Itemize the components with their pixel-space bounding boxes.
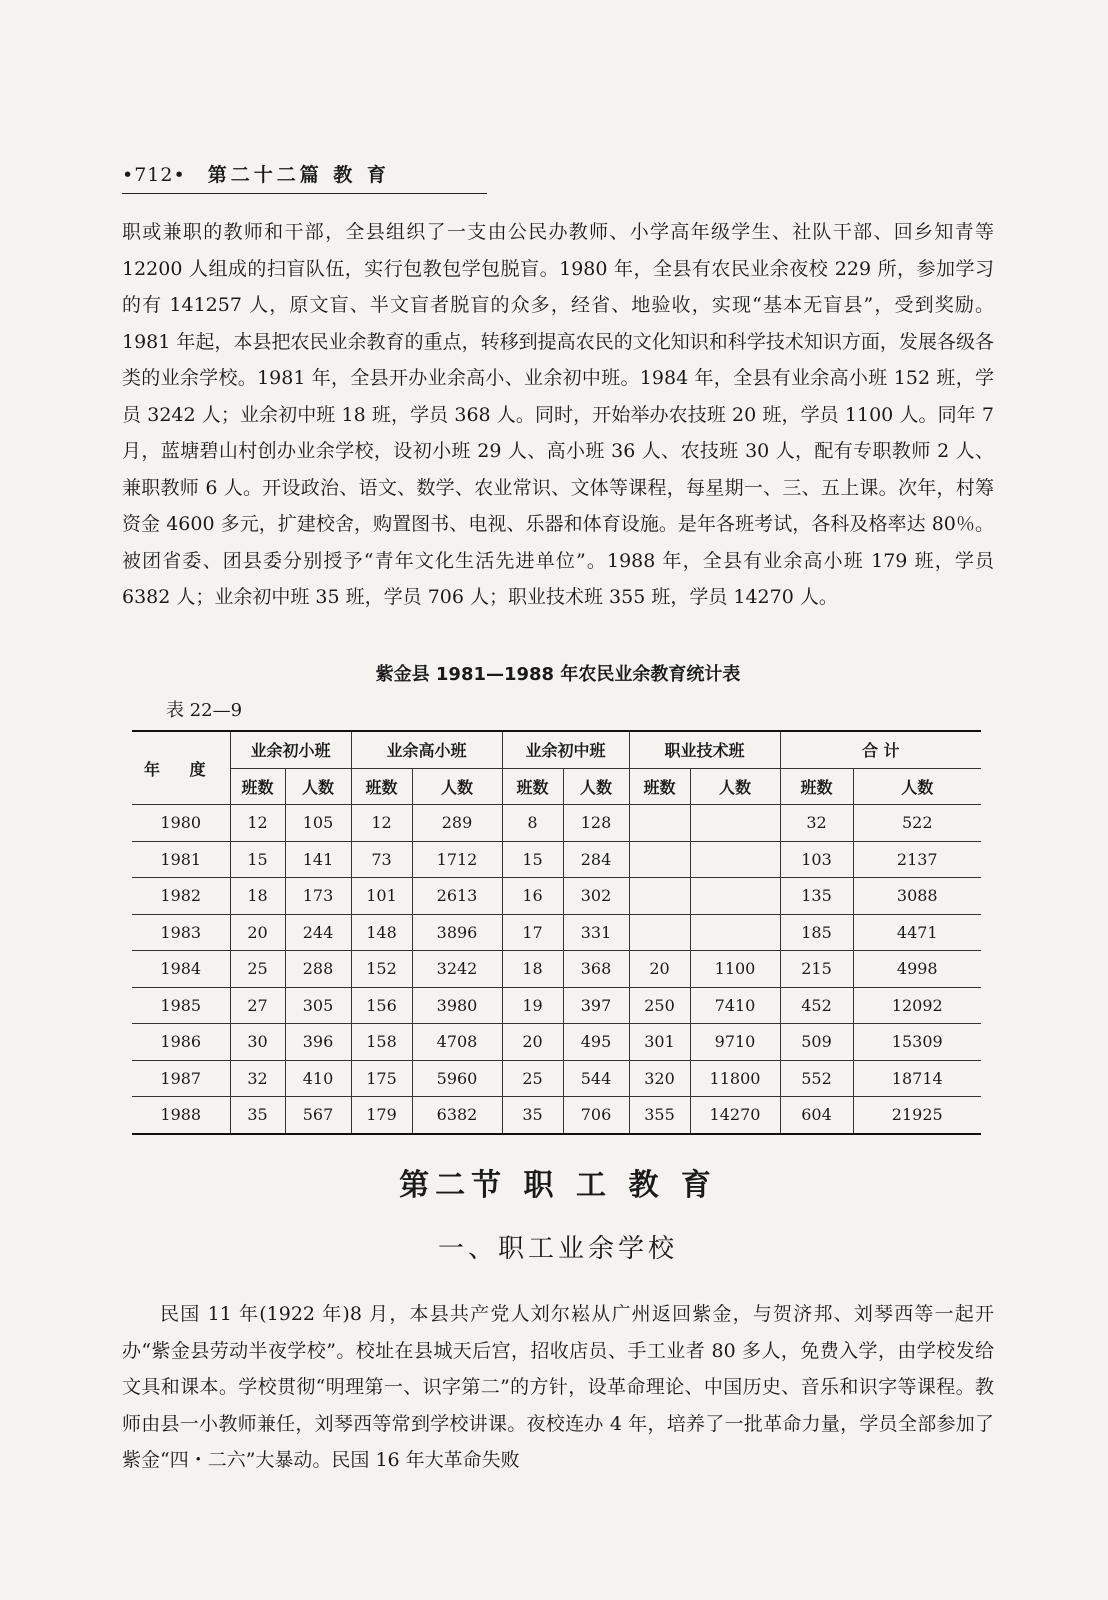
- year-cell: 1985: [132, 987, 230, 1024]
- table-cell: 1100: [690, 951, 780, 988]
- table-cell: 6382: [412, 1097, 502, 1134]
- table-cell: 185: [780, 914, 853, 951]
- table-cell: 148: [351, 914, 412, 951]
- table-cell: 18714: [853, 1060, 981, 1097]
- table-cell: 250: [629, 987, 690, 1024]
- year-cell: 1986: [132, 1024, 230, 1061]
- table-number: 表 22—9: [166, 700, 243, 721]
- table-cell: 25: [502, 1060, 563, 1097]
- table-row: [132, 987, 981, 1024]
- table-cell: 128: [563, 805, 629, 842]
- table-cell: 4708: [412, 1024, 502, 1061]
- table-cell: 604: [780, 1097, 853, 1134]
- table-row: [132, 914, 981, 951]
- table-cell: 544: [563, 1060, 629, 1097]
- table-cell: 567: [285, 1097, 351, 1134]
- table-row: [132, 1060, 981, 1097]
- table-cell: 141: [285, 841, 351, 878]
- table-cell: 452: [780, 987, 853, 1024]
- group-header: 业余高小班: [351, 731, 502, 768]
- table-cell: 173: [285, 878, 351, 915]
- table-cell: [690, 878, 780, 915]
- table-cell: 35: [502, 1097, 563, 1134]
- table-cell: 17: [502, 914, 563, 951]
- group-header: 合 计: [780, 731, 981, 768]
- table-cell: 410: [285, 1060, 351, 1097]
- table-cell: 2137: [853, 841, 981, 878]
- table-cell: 12092: [853, 987, 981, 1024]
- table-row: [132, 841, 981, 878]
- table-cell: [690, 914, 780, 951]
- table-cell: 18: [502, 951, 563, 988]
- table-cell: 16: [502, 878, 563, 915]
- year-cell: 1980: [132, 805, 230, 842]
- table-cell: 101: [351, 878, 412, 915]
- table-cell: 215: [780, 951, 853, 988]
- table-cell: [690, 841, 780, 878]
- table-row: [132, 878, 981, 915]
- group-header: 业余初小班: [230, 731, 351, 768]
- table-cell: 27: [230, 987, 285, 1024]
- table-cell: [690, 805, 780, 842]
- table-cell: 301: [629, 1024, 690, 1061]
- table-cell: 7410: [690, 987, 780, 1024]
- table-cell: 552: [780, 1060, 853, 1097]
- table-cell: 305: [285, 987, 351, 1024]
- sub-header: 人数: [690, 768, 780, 805]
- year-cell: 1981: [132, 841, 230, 878]
- table-cell: 15: [230, 841, 285, 878]
- table-cell: 35: [230, 1097, 285, 1134]
- table-cell: 331: [563, 914, 629, 951]
- sub-header: 班数: [629, 768, 690, 805]
- table-cell: 1712: [412, 841, 502, 878]
- running-head: [122, 160, 487, 194]
- section-title: 第二节 职 工 教 育: [399, 1168, 717, 1203]
- table-cell: 8: [502, 805, 563, 842]
- table-cell: 244: [285, 914, 351, 951]
- table-cell: [629, 914, 690, 951]
- table-cell: 18: [230, 878, 285, 915]
- statistics-table: [132, 730, 981, 1135]
- table-cell: [629, 805, 690, 842]
- table-cell: 11800: [690, 1060, 780, 1097]
- sub-header: 班数: [230, 768, 285, 805]
- section-subtitle: 一、职工业余学校: [437, 1234, 678, 1264]
- table-cell: 4998: [853, 951, 981, 988]
- table-row: [132, 951, 981, 988]
- body-paragraph-1: 职或兼职的教师和干部，全县组织了一支由公民办教师、小学高年级学生、社队干部、回乡知青等 12200 人组成的扫盲队伍，实行包教包学包脱盲。1980 年，全县有农民业余夜校 229 所，参加学习的有 141257 人，原文盲、半文盲者脱盲的众多，经省、地验收，实现“基本无盲县”，受到奖励。1981 年起，本县把农民业余教育的重点，转移到提高农民的文化知识和科学技术知识方面，发展各级各类的业余学校。1981 年，全县开办业余高小、业余初中班。1984 年，全县有业余高小班 152 班，学员 3242 人；业余初中班 18 班，学员 368 人。同时，开始举办农技班 20 班，学员 1100 人。同年 7 月，蓝塘碧山村创办业余学校，设初小班 29 人、高小班 36 人、农技班 30 人，配有专职教师 2 人、兼职教师 6 人。开设政治、语文、数学、农业常识、文体等课程，每星期一、三、五上课。次年，村筹资金 4600 多元，扩建校舍，购置图书、电视、乐器和体育设施。是年各班考试，各科及格率达 80％。被团省委、团县委分别授予“青年文化生活先进单位”。1988 年，全县有业余高小班 179 班，学员 6382 人；业余初中班 35 班，学员 706 人；职业技术班 355 班，学员 14270 人。: [122, 221, 994, 608]
- chapter-title: 第二十二篇 教 育: [207, 164, 390, 186]
- table-cell: 3896: [412, 914, 502, 951]
- table-cell: 179: [351, 1097, 412, 1134]
- table-cell: 3088: [853, 878, 981, 915]
- table-cell: 9710: [690, 1024, 780, 1061]
- table-cell: [629, 841, 690, 878]
- table-cell: 15309: [853, 1024, 981, 1061]
- group-header: 业余初中班: [502, 731, 629, 768]
- table-cell: [629, 878, 690, 915]
- table-cell: 30: [230, 1024, 285, 1061]
- table-cell: 396: [285, 1024, 351, 1061]
- table-cell: 32: [230, 1060, 285, 1097]
- table-row: [132, 1097, 981, 1134]
- sub-header: 人数: [563, 768, 629, 805]
- table-cell: 3980: [412, 987, 502, 1024]
- table-cell: 21925: [853, 1097, 981, 1134]
- table-cell: 19: [502, 987, 563, 1024]
- body-paragraph-2: 民国 11 年(1922 年)8 月，本县共产党人刘尔崧从广州返回紫金，与贺济邦、刘琴西等一起开办“紫金县劳动半夜学校”。校址在县城天后宫，招收店员、手工业者 80 多人，免费入学，由学校发给文具和课本。学校贯彻“明理第一、识字第二”的方针，设革命理论、中国历史、音乐和识字等课程。教师由县一小教师兼任，刘琴西等常到学校讲课。夜校连办 4 年，培养了一批革命力量，学员全部参加了紫金“四・二六”大暴动。民国 16 年大革命失败: [122, 1303, 994, 1471]
- table-cell: 20: [230, 914, 285, 951]
- year-cell: 1984: [132, 951, 230, 988]
- table-row: [132, 805, 981, 842]
- year-cell: 1987: [132, 1060, 230, 1097]
- table-cell: 152: [351, 951, 412, 988]
- table-title: 紫金县 1981—1988 年农民业余教育统计表: [375, 664, 741, 685]
- table-cell: 135: [780, 878, 853, 915]
- table-body: [132, 805, 981, 1134]
- table-cell: 14270: [690, 1097, 780, 1134]
- table-cell: 20: [502, 1024, 563, 1061]
- table-cell: 522: [853, 805, 981, 842]
- table-cell: 355: [629, 1097, 690, 1134]
- table-cell: 509: [780, 1024, 853, 1061]
- table-row: [132, 1024, 981, 1061]
- year-header: 年 度: [132, 731, 230, 805]
- table-cell: 156: [351, 987, 412, 1024]
- sub-header: 班数: [502, 768, 563, 805]
- table-cell: 284: [563, 841, 629, 878]
- group-header: 职业技术班: [629, 731, 780, 768]
- table-cell: 368: [563, 951, 629, 988]
- table-cell: 397: [563, 987, 629, 1024]
- year-cell: 1983: [132, 914, 230, 951]
- year-cell: 1982: [132, 878, 230, 915]
- table-cell: 495: [563, 1024, 629, 1061]
- sub-header: 人数: [285, 768, 351, 805]
- table-cell: 15: [502, 841, 563, 878]
- table-cell: 12: [351, 805, 412, 842]
- table-cell: 20: [629, 951, 690, 988]
- table-cell: 25: [230, 951, 285, 988]
- table-cell: 103: [780, 841, 853, 878]
- table-cell: 32: [780, 805, 853, 842]
- table-cell: 289: [412, 805, 502, 842]
- table-cell: 3242: [412, 951, 502, 988]
- table-cell: 73: [351, 841, 412, 878]
- sub-header: 人数: [412, 768, 502, 805]
- table-cell: 302: [563, 878, 629, 915]
- table-cell: 5960: [412, 1060, 502, 1097]
- table-cell: 320: [629, 1060, 690, 1097]
- table-cell: 2613: [412, 878, 502, 915]
- table-cell: 706: [563, 1097, 629, 1134]
- sub-header: 班数: [780, 768, 853, 805]
- page-number: •712•: [122, 164, 186, 186]
- table-cell: 105: [285, 805, 351, 842]
- table-cell: 175: [351, 1060, 412, 1097]
- table-cell: 4471: [853, 914, 981, 951]
- sub-header: 人数: [853, 768, 981, 805]
- table-cell: 158: [351, 1024, 412, 1061]
- table-cell: 12: [230, 805, 285, 842]
- table-cell: 288: [285, 951, 351, 988]
- year-cell: 1988: [132, 1097, 230, 1134]
- sub-header: 班数: [351, 768, 412, 805]
